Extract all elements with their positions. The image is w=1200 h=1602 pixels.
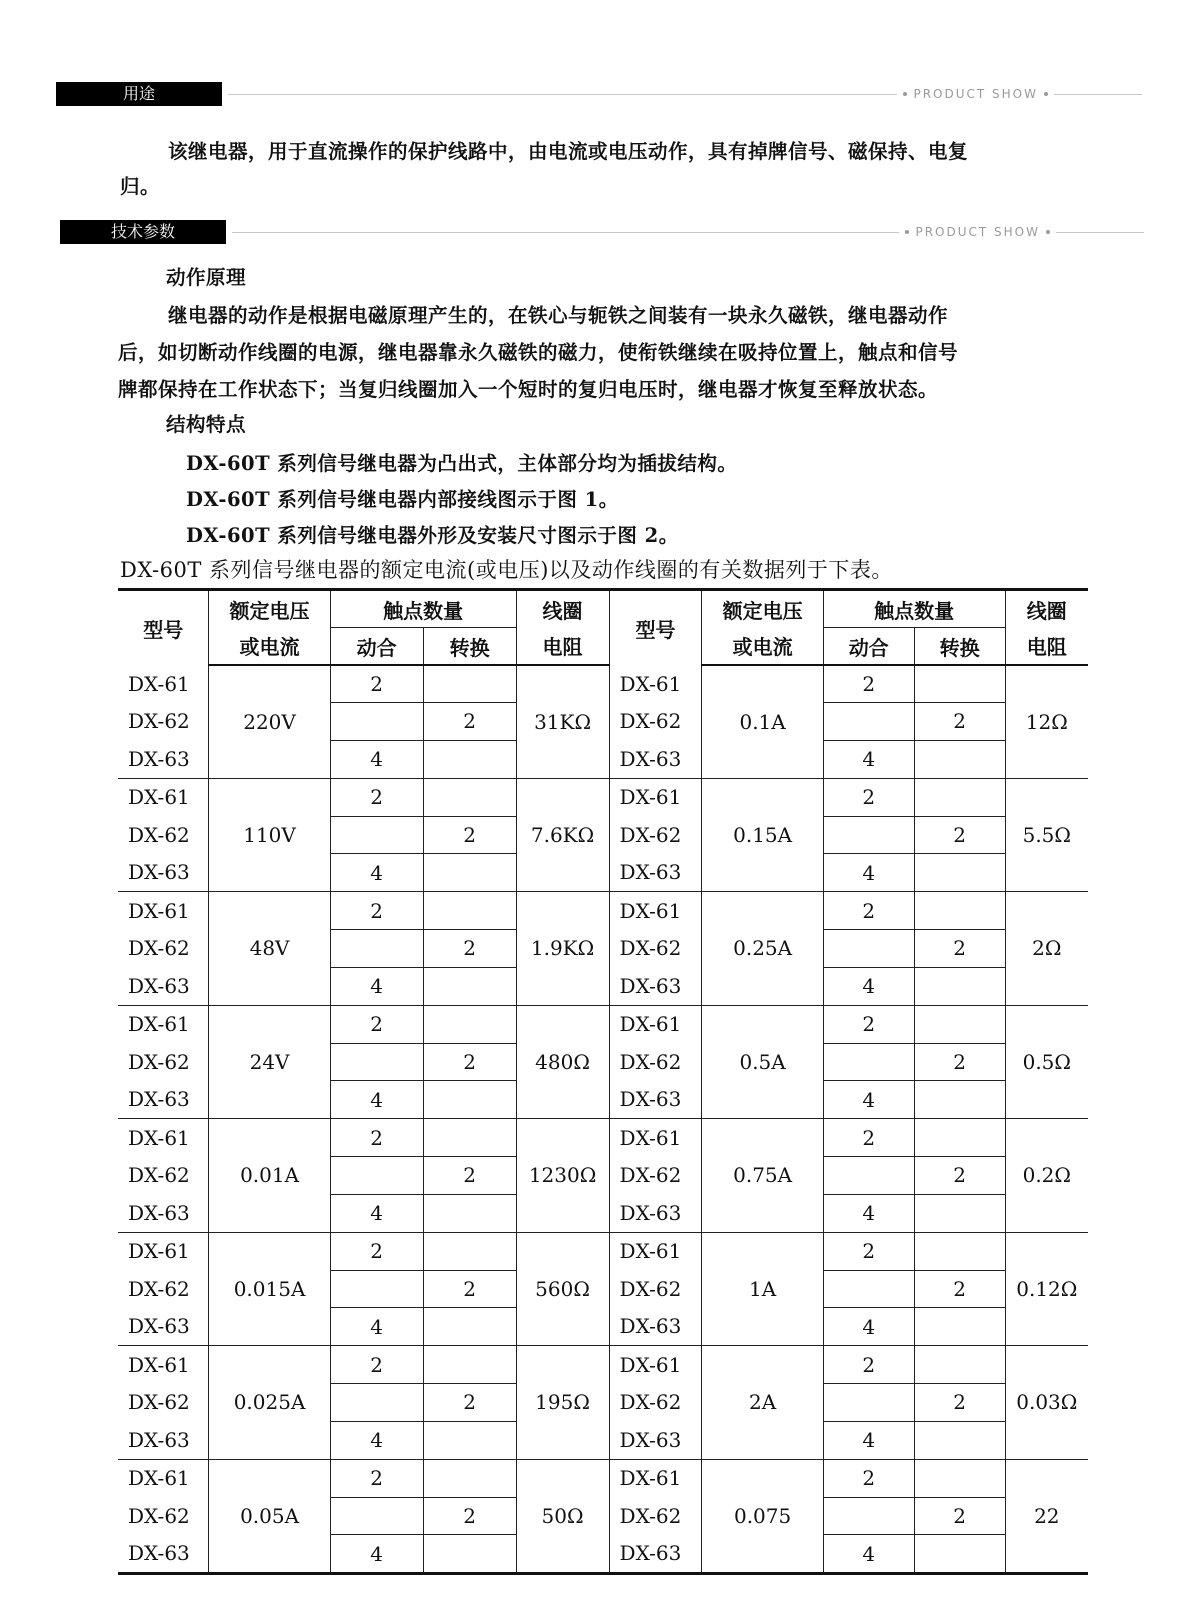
model-cell: DX-61 (118, 1346, 209, 1384)
model-cell: DX-62 (609, 1043, 702, 1081)
make-cell: 2 (330, 1119, 423, 1157)
change-cell (423, 665, 516, 703)
product-show-text: PRODUCT SHOW (913, 87, 1038, 101)
model-cell: DX-63 (609, 854, 702, 892)
rated-cell: 0.75A (702, 1119, 823, 1233)
change-cell (423, 1119, 516, 1157)
make-cell: 4 (823, 1535, 914, 1574)
model-cell: DX-61 (609, 778, 702, 816)
dot-icon (905, 230, 909, 234)
model-cell: DX-63 (609, 1308, 702, 1346)
make-cell: 4 (823, 1194, 914, 1232)
model-cell: DX-62 (118, 1270, 209, 1308)
resistance-cell: 5.5Ω (1005, 778, 1088, 892)
change-cell (423, 1308, 516, 1346)
dot-icon (1046, 230, 1050, 234)
table-row (118, 1459, 1088, 1497)
table-group (118, 1232, 1088, 1346)
model-cell: DX-62 (118, 1384, 209, 1422)
change-cell (423, 740, 516, 778)
change-cell: 2 (914, 930, 1005, 968)
change-cell: 2 (914, 816, 1005, 854)
change-cell: 2 (423, 1043, 516, 1081)
rated-cell: 0.05A (209, 1459, 330, 1574)
table-group (118, 778, 1088, 892)
resistance-cell: 50Ω (516, 1459, 609, 1574)
change-cell (423, 1459, 516, 1497)
make-cell (330, 1270, 423, 1308)
make-cell (823, 1270, 914, 1308)
model-cell: DX-62 (609, 703, 702, 741)
spec-table (118, 588, 1088, 1575)
model-cell: DX-61 (118, 1119, 209, 1157)
header-make: 动合 (330, 628, 423, 666)
model-cell: DX-63 (609, 1421, 702, 1459)
rated-cell: 0.01A (209, 1119, 330, 1233)
model-cell: DX-62 (118, 703, 209, 741)
make-cell (823, 1157, 914, 1195)
change-cell (914, 967, 1005, 1005)
change-cell (423, 1194, 516, 1232)
model-cell: DX-61 (118, 1232, 209, 1270)
model-cell: DX-63 (609, 740, 702, 778)
header-rated-sub: 或电流 (209, 628, 330, 666)
usage-text-line2: 归。 (120, 175, 161, 198)
principle-line3: 牌都保持在工作状态下；当复归线圈加入一个短时的复归电压时，继电器才恢复至释放状态。 (118, 378, 939, 401)
make-cell: 2 (823, 892, 914, 930)
change-cell (914, 1194, 1005, 1232)
rated-cell: 0.025A (209, 1346, 330, 1460)
divider-line (1056, 232, 1144, 233)
table-group (118, 1005, 1088, 1119)
resistance-cell: 22 (1005, 1459, 1088, 1574)
model-cell: DX-61 (118, 1459, 209, 1497)
change-cell (914, 1119, 1005, 1157)
resistance-cell: 2Ω (1005, 892, 1088, 1006)
make-cell: 4 (330, 967, 423, 1005)
change-cell (423, 778, 516, 816)
header-rated: 额定电压 (209, 590, 330, 628)
model-cell: DX-63 (118, 1535, 209, 1574)
make-cell: 2 (330, 665, 423, 703)
make-cell (330, 1497, 423, 1535)
resistance-cell: 0.5Ω (1005, 1005, 1088, 1119)
change-cell (423, 854, 516, 892)
make-cell (330, 816, 423, 854)
table-group (118, 892, 1088, 1006)
header-row-2 (118, 628, 1088, 666)
make-cell (330, 1043, 423, 1081)
model-cell: DX-61 (609, 665, 702, 703)
change-cell: 2 (914, 703, 1005, 741)
table-intro: DX-60T 系列信号继电器的额定电流(或电压)以及动作线圈的有关数据列于下表。 (120, 558, 893, 582)
resistance-cell: 480Ω (516, 1005, 609, 1119)
make-cell: 4 (823, 1308, 914, 1346)
header-change: 转换 (423, 628, 516, 666)
change-cell (914, 665, 1005, 703)
rated-cell: 0.5A (702, 1005, 823, 1119)
model-cell: DX-61 (118, 778, 209, 816)
structure-line1: DX-60T 系列信号继电器为凸出式，主体部分均为插拔结构。 (186, 452, 738, 475)
divider-line (228, 94, 897, 95)
change-cell (914, 1081, 1005, 1119)
make-cell: 2 (823, 1119, 914, 1157)
model-cell: DX-61 (609, 892, 702, 930)
change-cell (914, 1459, 1005, 1497)
model-cell: DX-62 (609, 1497, 702, 1535)
model-cell: DX-61 (118, 665, 209, 703)
make-cell: 4 (823, 1421, 914, 1459)
change-cell: 2 (914, 1043, 1005, 1081)
table-group (118, 665, 1088, 778)
change-cell (914, 1535, 1005, 1574)
principle-line1: 继电器的动作是根据电磁原理产生的，在铁心与轭铁之间装有一块永久磁铁，继电器动作 (168, 304, 949, 327)
header-rated-sub: 或电流 (702, 628, 823, 666)
make-cell: 2 (823, 665, 914, 703)
resistance-cell: 195Ω (516, 1346, 609, 1460)
header-coil-sub: 电阻 (1005, 628, 1088, 666)
make-cell (330, 1157, 423, 1195)
model-cell: DX-62 (609, 1270, 702, 1308)
make-cell (823, 1043, 914, 1081)
section-header-usage (56, 82, 1148, 106)
model-cell: DX-63 (118, 1194, 209, 1232)
change-cell (423, 967, 516, 1005)
dot-icon (903, 92, 907, 96)
make-cell (823, 703, 914, 741)
change-cell (914, 1232, 1005, 1270)
rated-cell: 220V (209, 665, 330, 778)
structure-line3: DX-60T 系列信号继电器外形及安装尺寸图示于图 2。 (186, 524, 679, 547)
section-header-tech (60, 220, 1150, 244)
divider-line (232, 232, 899, 233)
rated-cell: 2A (702, 1346, 823, 1460)
change-cell: 2 (423, 816, 516, 854)
change-cell (914, 1346, 1005, 1384)
model-cell: DX-62 (118, 1157, 209, 1195)
make-cell: 2 (823, 1232, 914, 1270)
change-cell (423, 1346, 516, 1384)
header-model: 型号 (609, 590, 702, 666)
resistance-cell: 12Ω (1005, 665, 1088, 778)
resistance-cell: 7.6KΩ (516, 778, 609, 892)
model-cell: DX-63 (609, 1081, 702, 1119)
rated-cell: 48V (209, 892, 330, 1006)
make-cell: 4 (330, 1535, 423, 1574)
model-cell: DX-62 (609, 1157, 702, 1195)
header-contacts: 触点数量 (330, 590, 516, 628)
make-cell: 4 (823, 1081, 914, 1119)
model-cell: DX-63 (118, 967, 209, 1005)
model-cell: DX-63 (118, 740, 209, 778)
make-cell (823, 816, 914, 854)
principle-line2: 后，如切断动作线圈的电源，继电器靠永久磁铁的磁力，使衔铁继续在吸持位置上，触点和信号 (118, 341, 959, 364)
change-cell (914, 892, 1005, 930)
model-cell: DX-61 (609, 1232, 702, 1270)
structure-line2: DX-60T 系列信号继电器内部接线图示于图 1。 (186, 488, 619, 511)
rated-cell: 1A (702, 1232, 823, 1346)
model-cell: DX-63 (118, 1308, 209, 1346)
make-cell: 2 (330, 1005, 423, 1043)
make-cell (330, 1384, 423, 1422)
model-cell: DX-61 (609, 1005, 702, 1043)
change-cell: 2 (423, 1157, 516, 1195)
change-cell (423, 1081, 516, 1119)
model-cell: DX-62 (118, 1497, 209, 1535)
make-cell: 2 (823, 1005, 914, 1043)
make-cell: 2 (823, 1459, 914, 1497)
change-cell: 2 (914, 1497, 1005, 1535)
model-cell: DX-62 (609, 1384, 702, 1422)
make-cell: 2 (330, 1232, 423, 1270)
product-show-text: PRODUCT SHOW (915, 225, 1040, 239)
make-cell: 2 (823, 1346, 914, 1384)
table-group (118, 1459, 1088, 1574)
model-cell: DX-63 (609, 1535, 702, 1574)
make-cell (823, 1497, 914, 1535)
rated-cell: 24V (209, 1005, 330, 1119)
header-row-1 (118, 590, 1088, 628)
change-cell: 2 (423, 703, 516, 741)
model-cell: DX-61 (609, 1119, 702, 1157)
model-cell: DX-63 (118, 1421, 209, 1459)
table-group (118, 1346, 1088, 1460)
make-cell: 4 (330, 1308, 423, 1346)
resistance-cell: 560Ω (516, 1232, 609, 1346)
resistance-cell: 1230Ω (516, 1119, 609, 1233)
usage-text-line1: 该继电器，用于直流操作的保护线路中，由电流或电压动作，具有掉牌信号、磁保持、电复 (168, 140, 969, 163)
make-cell (330, 930, 423, 968)
change-cell (914, 1421, 1005, 1459)
change-cell (914, 854, 1005, 892)
make-cell (330, 703, 423, 741)
change-cell (423, 1535, 516, 1574)
rated-cell: 0.1A (702, 665, 823, 778)
table-row (118, 778, 1088, 816)
make-cell (823, 930, 914, 968)
table-row (118, 1232, 1088, 1270)
rated-cell: 0.25A (702, 892, 823, 1006)
make-cell: 2 (330, 1459, 423, 1497)
header-rated: 额定电压 (702, 590, 823, 628)
change-cell: 2 (914, 1384, 1005, 1422)
header-model: 型号 (118, 590, 209, 666)
resistance-cell: 0.03Ω (1005, 1346, 1088, 1460)
table-row (118, 1005, 1088, 1043)
model-cell: DX-63 (118, 854, 209, 892)
section-tag-tech: 技术参数 (60, 220, 226, 244)
change-cell (914, 740, 1005, 778)
model-cell: DX-63 (118, 1081, 209, 1119)
principle-heading: 动作原理 (166, 266, 247, 289)
model-cell: DX-63 (609, 967, 702, 1005)
change-cell (423, 1421, 516, 1459)
change-cell: 2 (423, 930, 516, 968)
table-row (118, 892, 1088, 930)
model-cell: DX-62 (609, 816, 702, 854)
header-coil: 线圈 (516, 590, 609, 628)
header-make: 动合 (823, 628, 914, 666)
table-row (118, 1346, 1088, 1384)
change-cell (914, 1005, 1005, 1043)
change-cell (423, 892, 516, 930)
make-cell: 2 (330, 1346, 423, 1384)
change-cell (423, 1005, 516, 1043)
model-cell: DX-63 (609, 1194, 702, 1232)
structure-heading: 结构特点 (166, 413, 247, 436)
rated-cell: 110V (209, 778, 330, 892)
resistance-cell: 0.12Ω (1005, 1232, 1088, 1346)
make-cell: 4 (823, 740, 914, 778)
table-row (118, 665, 1088, 703)
resistance-cell: 31KΩ (516, 665, 609, 778)
divider-line (1054, 94, 1142, 95)
header-change: 转换 (914, 628, 1005, 666)
change-cell: 2 (914, 1270, 1005, 1308)
header-coil-sub: 电阻 (516, 628, 609, 666)
model-cell: DX-61 (118, 892, 209, 930)
model-cell: DX-62 (118, 930, 209, 968)
rated-cell: 0.015A (209, 1232, 330, 1346)
model-cell: DX-62 (118, 1043, 209, 1081)
table-row (118, 1119, 1088, 1157)
change-cell (423, 1232, 516, 1270)
make-cell: 4 (330, 1421, 423, 1459)
product-show-label (905, 225, 1050, 239)
resistance-cell: 1.9KΩ (516, 892, 609, 1006)
change-cell: 2 (423, 1270, 516, 1308)
change-cell: 2 (423, 1497, 516, 1535)
change-cell: 2 (423, 1384, 516, 1422)
make-cell: 2 (823, 778, 914, 816)
model-cell: DX-62 (609, 930, 702, 968)
make-cell: 4 (330, 854, 423, 892)
product-show-label (903, 87, 1048, 101)
rated-cell: 0.15A (702, 778, 823, 892)
make-cell: 2 (330, 892, 423, 930)
rated-cell: 0.075 (702, 1459, 823, 1574)
change-cell (914, 1308, 1005, 1346)
change-cell: 2 (914, 1157, 1005, 1195)
make-cell: 4 (330, 1081, 423, 1119)
resistance-cell: 0.2Ω (1005, 1119, 1088, 1233)
make-cell (823, 1384, 914, 1422)
header-coil: 线圈 (1005, 590, 1088, 628)
model-cell: DX-61 (118, 1005, 209, 1043)
make-cell: 4 (330, 1194, 423, 1232)
make-cell: 4 (330, 740, 423, 778)
table-group (118, 1119, 1088, 1233)
header-contacts: 触点数量 (823, 590, 1005, 628)
make-cell: 2 (330, 778, 423, 816)
model-cell: DX-61 (609, 1346, 702, 1384)
section-tag-usage: 用途 (56, 82, 222, 106)
make-cell: 4 (823, 967, 914, 1005)
change-cell (914, 778, 1005, 816)
make-cell: 4 (823, 854, 914, 892)
model-cell: DX-61 (609, 1459, 702, 1497)
dot-icon (1044, 92, 1048, 96)
model-cell: DX-62 (118, 816, 209, 854)
